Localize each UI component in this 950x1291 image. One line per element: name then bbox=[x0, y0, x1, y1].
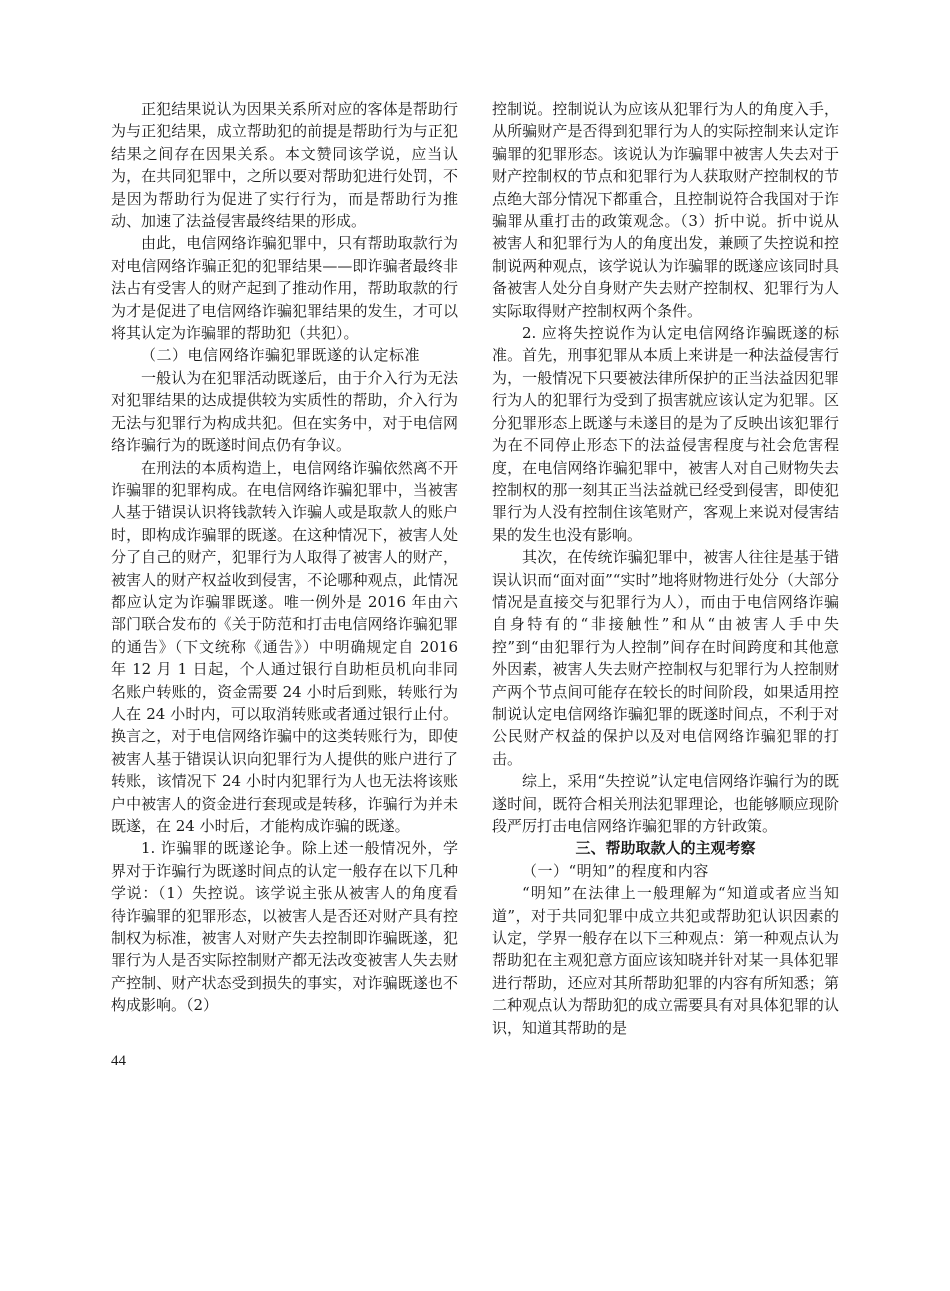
paragraph: 控制说。控制说认为应该从犯罪行为人的角度入手，从所骗财产是否得到犯罪行为人的实际控制来认定诈骗罪的犯罪形态。该说认为诈骗罪中被害人失去对于财产控制权的节点和犯罪行为人获取财产控制权的节点绝大部分情况下都重合，且控制说符合我国对于诈骗罪从重打击的政策观念。（3）折中说。折中说从被害人和犯罪行为人的角度出发，兼顾了失控说和控制说两种观点，该学说认为诈骗罪的既遂应该同时具备被害人处分自身财产失去财产控制权、犯罪行为人实际取得财产控制权两个条件。 bbox=[492, 100, 839, 320]
paragraph: 由此，电信网络诈骗犯罪中，只有帮助取款行为对电信网络诈骗正犯的犯罪结果——即诈骗者最终非法占有受害人的财产起到了推动作用，帮助取款的行为才是促进了电信网络诈骗犯罪结果的发生，才可以将其认定为诈骗罪的帮助犯（共犯）。 bbox=[111, 234, 458, 343]
paragraph: 综上，采用“失控说”认定电信网络诈骗行为的既遂时间，既符合相关刑法犯罪理论，也能够顺应现阶段严厉打击电信网络诈骗犯罪的方针政策。 bbox=[492, 772, 839, 835]
paragraph: 其次，在传统诈骗犯罪中，被害人往往是基于错误认识而“面对面”“实时”地将财物进行处分（大部分情况是直接交与犯罪行为人），而由于电信网络诈骗自身特有的“非接触性”和从“由被害人手中失控”到“由犯罪行为人控制”间存在时间跨度和其他意外因素，被害人失去财产控制权与犯罪行为人控制财产两个节点间可能存在较长的时间阶段，如果适用控制说认定电信网络诈骗犯罪的既遂时间点，不利于对公民财产权益的保护以及对电信网络诈骗犯罪的打击。 bbox=[492, 548, 839, 768]
paragraph: 在刑法的本质构造上，电信网络诈骗依然离不开诈骗罪的犯罪构成。在电信网络诈骗犯罪中，当被害人基于错误认识将钱款转入诈骗人或是取款人的账户时，即构成诈骗罪的既遂。在这种情况下，被害人处分了自己的财产，犯罪行为人取得了被害人的财产，被害人的财产权益收到侵害，不论哪种观点，此情况都应认定为诈骗罪既遂。唯一例外是 2016 年由六部门联合发布的《关于防范和打击电信网络诈骗犯罪的通告》（下文统称《通告》）中明确规定自 2016 年 12 月 1 日起，个人通过银行自助柜员机向非同名账户转账的，资金需要 24 小时后到账，转账行为人在 24 小时内，可以取消转账或者通过银行止付。换言之，对于电信网络诈骗中的这类转账行为，即使被害人基于错误认识向犯罪行为人提供的账户进行了转账，该情况下 24 小时内犯罪行为人也无法将该账户中被害人的资金进行套现或是转移，诈骗行为并未既遂，在 24 小时后，才能构成诈骗的既遂。 bbox=[111, 458, 458, 835]
left-column bbox=[111, 98, 458, 1017]
subsection-heading: （二）电信网络诈骗犯罪既遂的认定标准 bbox=[141, 346, 421, 365]
right-column bbox=[492, 98, 839, 1039]
section-heading: 三、帮助取款人的主观考察 bbox=[575, 839, 756, 858]
paragraph: 正犯结果说认为因果关系所对应的客体是帮助行为与正犯结果，成立帮助犯的前提是帮助行为与正犯结果之间存在因果关系。本文赞同该学说，应当认为，在共同犯罪中，之所以要对帮助犯进行处罚，不是因为帮助行为促进了实行行为，而是帮助行为推动、加速了法益侵害最终结果的形成。 bbox=[111, 100, 458, 231]
paragraph: “明知”在法律上一般理解为“知道或者应当知道”，对于共同犯罪中成立共犯或帮助犯认识因素的认定，学界一般存在以下三种观点：第一种观点认为帮助犯在主观犯意方面应该知晓并针对某一具体犯罪进行帮助，还应对其所帮助犯罪的内容有所知悉；第二种观点认为帮助犯的成立需要具有对具体犯罪的认识，知道其帮助的是 bbox=[492, 884, 839, 1037]
paragraph: 1. 诈骗罪的既遂论争。除上述一般情况外，学界对于诈骗行为既遂时间点的认定一般存在以下几种学说：（1）失控说。该学说主张从被害人的角度看待诈骗罪的犯罪形态，以被害人是否还对财产具有控制权为标准，被害人对财产失去控制即诈骗既遂，犯罪行为人是否实际控制财产都无法改变被害人失去财产控制、财产状态受到损失的事实，对诈骗既遂也不构成影响。（2） bbox=[111, 839, 458, 1015]
paragraph: 2. 应将失控说作为认定电信网络诈骗既遂的标准。首先，刑事犯罪从本质上来讲是一种法益侵害行为，一般情况下只要被法律所保护的正当法益因犯罪行为人的犯罪行为受到了损害就应该认定为犯罪。区分犯罪形态上既遂与未遂目的是为了反映出该犯罪行为在不同停止形态下的法益侵害程度与社会危害程度，在电信网络诈骗犯罪中，被害人对自己财物失去控制权的那一刻其正当法益就已经受到侵害，即使犯罪行为人没有控制住该笔财产，客观上来说对侵害结果的发生也没有影响。 bbox=[492, 324, 839, 544]
page-number: 44 bbox=[111, 1053, 126, 1069]
paragraph: 一般认为在犯罪活动既遂后，由于介入行为无法对犯罪结果的达成提供较为实质性的帮助，介入行为无法与犯罪行为构成共犯。但在实务中，对于电信网络诈骗行为的既遂时间点仍有争议。 bbox=[111, 368, 458, 455]
subsection-heading: （一）“明知”的程度和内容 bbox=[522, 861, 709, 880]
